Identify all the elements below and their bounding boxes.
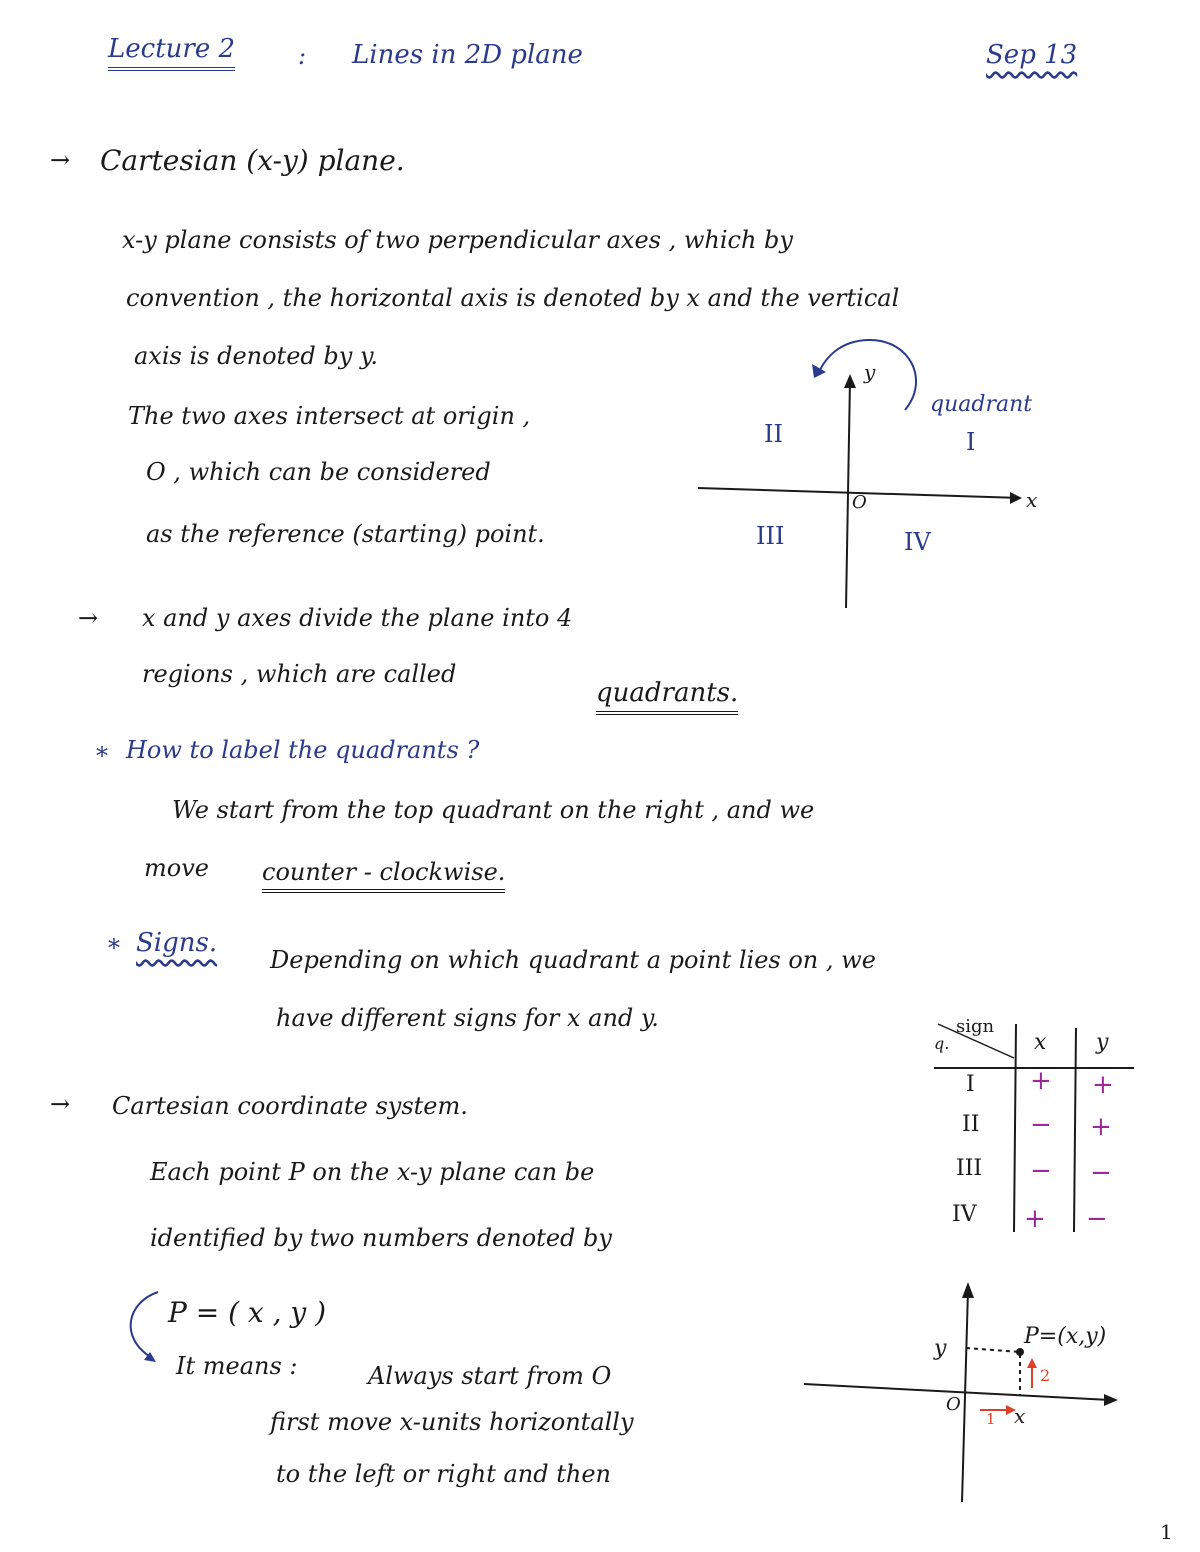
text-line: x and y axes divide the plane into 4 bbox=[142, 604, 573, 632]
counter-clockwise-term: counter - clockwise. bbox=[262, 858, 505, 893]
table-corner-quadrant: q. bbox=[934, 1034, 950, 1053]
diagram-x-label: x bbox=[1026, 488, 1038, 512]
table-row-y-sign: − bbox=[1090, 1158, 1112, 1188]
point-p-label: P=(x,y) bbox=[1024, 1324, 1107, 1349]
quadrant-2-label: II bbox=[764, 420, 783, 448]
text-line: convention , the horizontal axis is denoted by x and the vertical bbox=[126, 284, 900, 312]
text-line: as the reference (starting) point. bbox=[146, 520, 545, 548]
table-row-quadrant: IV bbox=[952, 1202, 977, 1227]
table-row-x-sign: − bbox=[1030, 1156, 1052, 1186]
quadrant-diagram bbox=[690, 330, 1070, 615]
text-line: to the left or right and then bbox=[276, 1460, 612, 1488]
arrow-icon: → bbox=[50, 1090, 71, 1118]
point-formula: P = ( x , y ) bbox=[168, 1296, 327, 1329]
table-row-y-sign: + bbox=[1092, 1070, 1114, 1100]
step-2-label: 2 bbox=[1040, 1366, 1051, 1385]
table-corner-sign: sign bbox=[956, 1016, 995, 1037]
section-heading-coordinate-system: Cartesian coordinate system. bbox=[112, 1092, 468, 1120]
point-diagram bbox=[800, 1276, 1130, 1506]
section-heading-cartesian-plane: Cartesian (x-y) plane. bbox=[100, 144, 405, 177]
signs-label: Signs. bbox=[136, 928, 218, 958]
quadrant-3-label: III bbox=[756, 522, 785, 550]
point-diagram-origin-label: O bbox=[946, 1394, 961, 1415]
point-diagram-x-label: x bbox=[1014, 1404, 1026, 1428]
table-header-y: y bbox=[1096, 1030, 1109, 1055]
text-line: have different signs for x and y. bbox=[276, 1004, 659, 1032]
lecture-label: Lecture 2 bbox=[108, 34, 235, 71]
diagram-y-label: y bbox=[864, 360, 876, 384]
table-row-y-sign: − bbox=[1086, 1204, 1108, 1234]
quadrant-word: quadrant bbox=[930, 392, 1033, 417]
page-number: 1 bbox=[1160, 1520, 1173, 1544]
lecture-title: Lines in 2D plane bbox=[352, 40, 583, 70]
table-header-x: x bbox=[1034, 1030, 1047, 1055]
quadrant-1-label: I bbox=[966, 428, 976, 456]
table-row-x-sign: − bbox=[1030, 1110, 1052, 1140]
text-line: O , which can be considered bbox=[146, 458, 491, 486]
diagram-origin-label: O bbox=[852, 492, 867, 513]
text-line: Depending on which quadrant a point lies on , we bbox=[270, 946, 876, 974]
table-row-quadrant: I bbox=[966, 1072, 975, 1097]
table-row-x-sign: + bbox=[1030, 1066, 1052, 1096]
text-line: move bbox=[144, 854, 209, 882]
header-colon: : bbox=[298, 42, 307, 70]
text-line: axis is denoted by y. bbox=[134, 342, 378, 370]
text-line: regions , which are called bbox=[142, 660, 457, 688]
table-row-x-sign: + bbox=[1024, 1204, 1046, 1234]
text-line: first move x-units horizontally bbox=[270, 1408, 634, 1436]
asterisk-icon: * bbox=[96, 742, 108, 770]
point-diagram-y-label: y bbox=[934, 1336, 947, 1361]
arrow-icon: → bbox=[78, 604, 99, 632]
table-row-y-sign: + bbox=[1090, 1112, 1112, 1142]
step-1-label: 1 bbox=[986, 1410, 996, 1428]
table-row-quadrant: III bbox=[956, 1156, 983, 1181]
it-means-label: It means : bbox=[176, 1352, 298, 1380]
text-line: The two axes intersect at origin , bbox=[128, 402, 531, 430]
quadrant-4-label: IV bbox=[904, 528, 931, 556]
text-line: Each point P on the x-y plane can be bbox=[150, 1158, 595, 1186]
text-line: We start from the top quadrant on the right , and we bbox=[172, 796, 815, 824]
question-heading: How to label the quadrants ? bbox=[126, 736, 480, 764]
text-line: x-y plane consists of two perpendicular axes , which by bbox=[122, 226, 793, 254]
quadrants-term: quadrants. bbox=[596, 678, 738, 715]
text-line: Always start from O bbox=[368, 1362, 612, 1390]
lecture-date: Sep 13 bbox=[986, 40, 1078, 70]
arrow-icon: → bbox=[50, 146, 71, 174]
asterisk-icon: * bbox=[108, 934, 120, 962]
table-row-quadrant: II bbox=[962, 1112, 980, 1137]
text-line: identified by two numbers denoted by bbox=[150, 1224, 612, 1252]
